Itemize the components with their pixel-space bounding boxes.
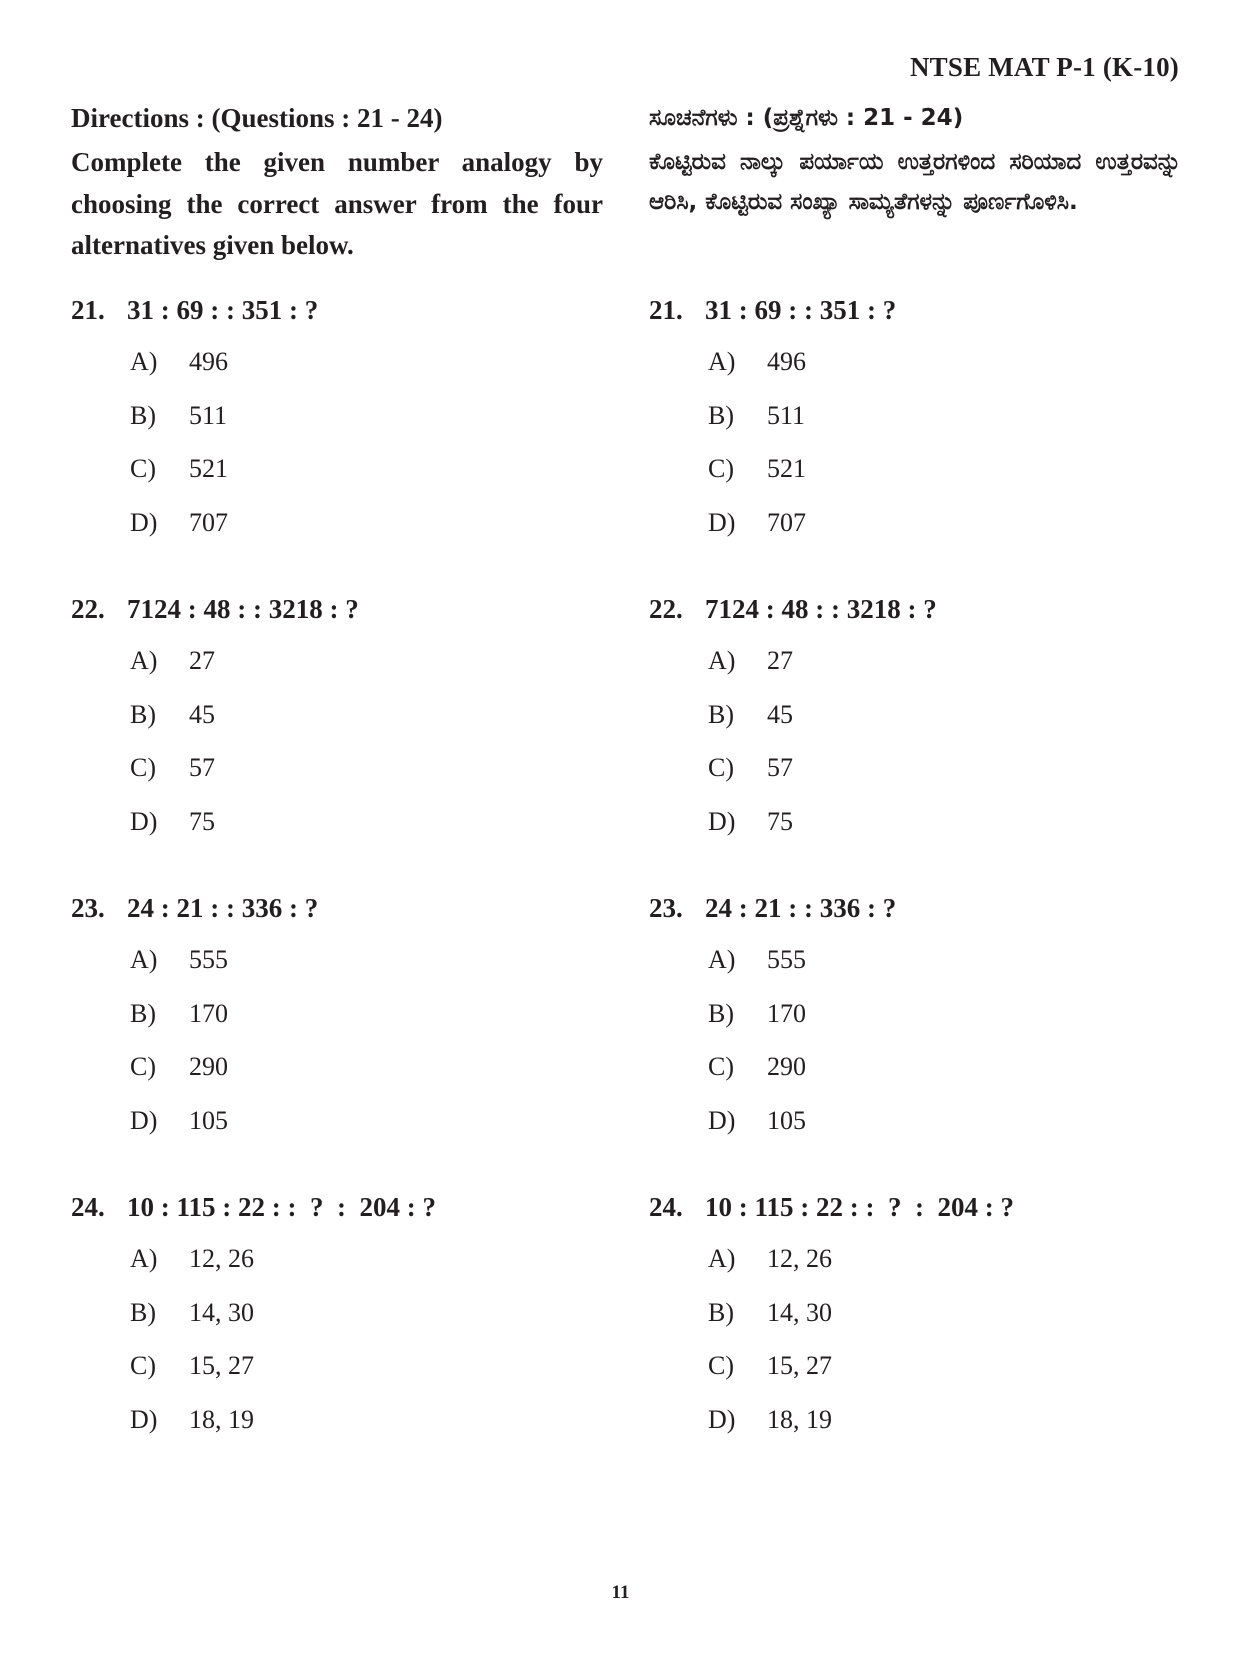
option-letter: D) <box>708 806 736 836</box>
question-number: 22. <box>649 594 683 624</box>
option-c <box>649 1045 1181 1099</box>
option-value: 12, 26 <box>189 1244 254 1273</box>
option-value: 75 <box>767 806 793 836</box>
directions-title: Directions : (Questions : 21 - 24) <box>71 103 443 133</box>
option-value: 27 <box>767 646 793 675</box>
option-value: 14, 30 <box>189 1297 254 1327</box>
option-value: 12, 26 <box>767 1244 832 1273</box>
option-letter: C) <box>708 753 734 782</box>
kannada-column <box>649 98 1181 1486</box>
question-text: 10 : 115 : 22 : : ? : 204 : ? <box>127 1192 436 1222</box>
option-value: 290 <box>767 1052 806 1081</box>
question-stem <box>649 888 1181 938</box>
option-letter: B) <box>130 699 156 729</box>
option-letter: C) <box>130 1351 156 1380</box>
option-value: 707 <box>189 507 228 537</box>
option-c <box>71 447 603 501</box>
question-24 <box>71 1187 603 1486</box>
option-letter: C) <box>708 454 734 483</box>
question-text: 24 : 21 : : 336 : ? <box>127 893 319 923</box>
option-letter: C) <box>130 454 156 483</box>
option-value: 555 <box>189 945 228 974</box>
question-text: 24 : 21 : : 336 : ? <box>705 893 897 923</box>
option-a <box>71 1237 603 1291</box>
option-d <box>71 1099 603 1153</box>
option-a <box>71 639 603 693</box>
option-a <box>71 938 603 992</box>
option-letter: D) <box>708 1105 736 1135</box>
option-letter: B) <box>708 400 734 430</box>
option-value: 496 <box>189 347 228 376</box>
option-letter: C) <box>130 1052 156 1081</box>
option-letter: A) <box>708 1244 736 1273</box>
option-value: 15, 27 <box>189 1351 254 1380</box>
option-b <box>649 693 1181 747</box>
option-d <box>649 1099 1181 1153</box>
option-b <box>71 394 603 448</box>
option-c <box>71 1045 603 1099</box>
option-d <box>649 800 1181 854</box>
question-stem <box>71 888 603 938</box>
option-value: 57 <box>189 753 215 782</box>
option-value: 555 <box>767 945 806 974</box>
question-21 <box>71 290 603 589</box>
option-letter: C) <box>130 753 156 782</box>
question-text: 31 : 69 : : 351 : ? <box>705 295 897 325</box>
paper-code-header: NTSE MAT P-1 (K-10) <box>909 52 1179 82</box>
question-number: 21. <box>649 295 683 325</box>
option-b <box>649 992 1181 1046</box>
option-a <box>649 639 1181 693</box>
option-a <box>649 1237 1181 1291</box>
option-letter: C) <box>708 1351 734 1380</box>
question-text: 31 : 69 : : 351 : ? <box>127 295 319 325</box>
option-value: 170 <box>767 998 806 1028</box>
option-letter: A) <box>130 347 158 376</box>
option-letter: B) <box>130 400 156 430</box>
option-letter: A) <box>708 945 736 974</box>
question-number: 24. <box>649 1192 683 1222</box>
option-letter: D) <box>130 507 158 537</box>
option-value: 15, 27 <box>767 1351 832 1380</box>
option-a <box>649 340 1181 394</box>
option-c <box>649 1344 1181 1398</box>
option-letter: A) <box>708 646 736 675</box>
option-c <box>71 746 603 800</box>
option-d <box>649 501 1181 555</box>
option-c <box>71 1344 603 1398</box>
option-value: 496 <box>767 347 806 376</box>
directions-instructions: Complete the given number analogy by choosing the correct answer from the four alternatives given below. <box>71 147 603 260</box>
question-23 <box>649 888 1181 1187</box>
option-value: 105 <box>767 1105 806 1135</box>
option-a <box>649 938 1181 992</box>
question-number: 22. <box>71 594 105 624</box>
option-b <box>649 1291 1181 1345</box>
option-value: 45 <box>767 699 793 729</box>
option-value: 170 <box>189 998 228 1028</box>
question-stem <box>649 290 1181 340</box>
option-value: 14, 30 <box>767 1297 832 1327</box>
option-c <box>649 746 1181 800</box>
question-number: 23. <box>71 893 105 923</box>
option-value: 511 <box>189 400 228 430</box>
question-number: 23. <box>649 893 683 923</box>
option-letter: B) <box>708 699 734 729</box>
option-a <box>71 340 603 394</box>
option-b <box>71 693 603 747</box>
option-value: 18, 19 <box>767 1404 832 1434</box>
question-stem <box>71 290 603 340</box>
question-22 <box>649 589 1181 888</box>
question-stem <box>71 1187 603 1237</box>
option-letter: D) <box>130 1105 158 1135</box>
option-letter: B) <box>708 998 734 1028</box>
option-letter: D) <box>130 1404 158 1434</box>
question-text: 7124 : 48 : : 3218 : ? <box>705 594 937 624</box>
option-d <box>71 800 603 854</box>
question-text: 7124 : 48 : : 3218 : ? <box>127 594 359 624</box>
option-value: 290 <box>189 1052 228 1081</box>
option-value: 521 <box>767 454 806 483</box>
option-d <box>649 1398 1181 1452</box>
english-column <box>71 98 603 1486</box>
option-d <box>71 501 603 555</box>
option-value: 75 <box>189 806 215 836</box>
question-text: 10 : 115 : 22 : : ? : 204 : ? <box>705 1192 1014 1222</box>
question-21 <box>649 290 1181 589</box>
option-letter: D) <box>708 1404 736 1434</box>
option-b <box>649 394 1181 448</box>
question-23 <box>71 888 603 1187</box>
option-letter: A) <box>130 646 158 675</box>
option-letter: D) <box>708 507 736 537</box>
option-letter: B) <box>708 1297 734 1327</box>
option-value: 57 <box>767 753 793 782</box>
page-number: 11 <box>611 1582 630 1603</box>
option-b <box>71 992 603 1046</box>
option-value: 27 <box>189 646 215 675</box>
option-letter: A) <box>130 945 158 974</box>
question-24 <box>649 1187 1181 1486</box>
option-value: 45 <box>189 699 215 729</box>
question-number: 24. <box>71 1192 105 1222</box>
question-stem <box>649 1187 1181 1237</box>
question-number: 21. <box>71 295 105 325</box>
question-stem <box>649 589 1181 639</box>
option-value: 105 <box>189 1105 228 1135</box>
option-letter: A) <box>130 1244 158 1273</box>
directions-title: ಸೂಚನೆಗಳು : (ಪ್ರಶ್ನೆಗಳು : 21 - 24) <box>649 105 964 131</box>
option-value: 521 <box>189 454 228 483</box>
option-letter: A) <box>708 347 736 376</box>
option-letter: B) <box>130 998 156 1028</box>
option-letter: C) <box>708 1052 734 1081</box>
question-stem <box>71 589 603 639</box>
option-letter: D) <box>130 806 158 836</box>
option-b <box>71 1291 603 1345</box>
option-value: 18, 19 <box>189 1404 254 1434</box>
question-22 <box>71 589 603 888</box>
option-letter: B) <box>130 1297 156 1327</box>
option-c <box>649 447 1181 501</box>
option-value: 511 <box>767 400 806 430</box>
option-d <box>71 1398 603 1452</box>
option-value: 707 <box>767 507 806 537</box>
directions-instructions: ಕೊಟ್ಟಿರುವ ನಾಲ್ಕು ಪರ್ಯಾಯ ಉತ್ತರಗಳಿಂದ ಸರಿಯಾದ ಉತ್ತರವನ್ನು ಆರಿಸಿ, ಕೊಟ್ಟಿರುವ ಸಂಖ್ಯಾ ಸಾಮ್ಯತೆಗಳನ್ನು ಪೂರ್ಣಗೊಳಿಸಿ. <box>649 149 1181 215</box>
